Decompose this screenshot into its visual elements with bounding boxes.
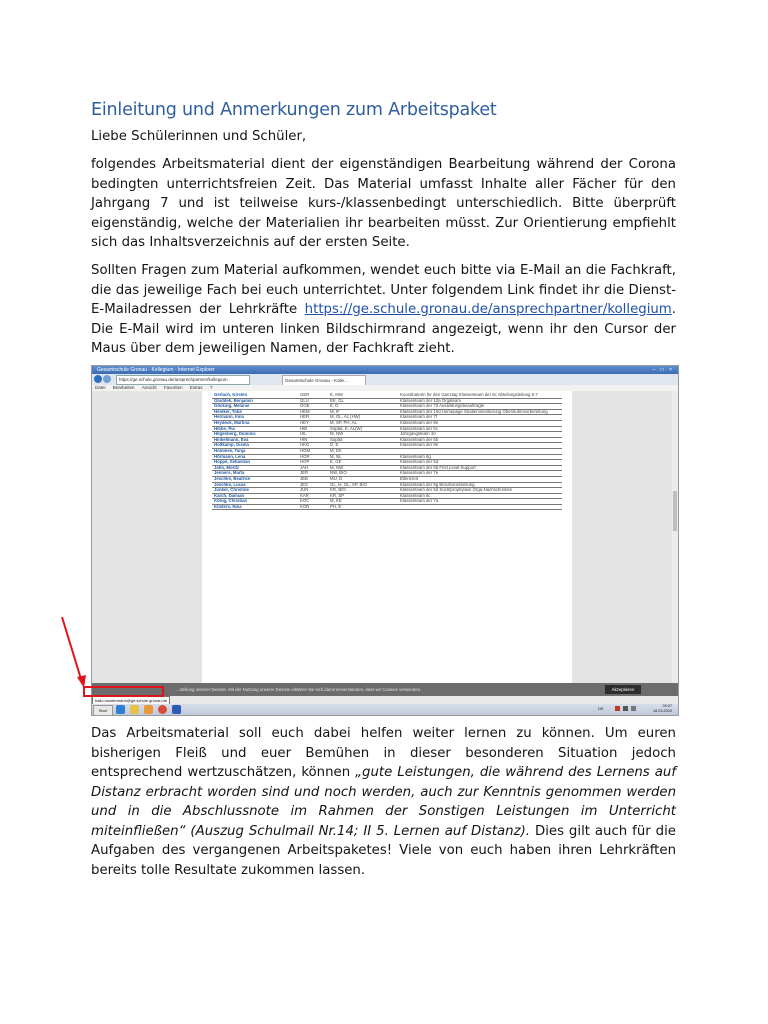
contact-text-end: . Die E-Mail wird im unteren linken Bildschirmrand angezeigt, wenn ihr den Cursor der Maus über dem jeweiligen Namen, der Fachkraft zieht. <box>91 302 676 356</box>
staff-kuerzel: HIL <box>298 432 328 438</box>
staff-funktion: Klassenteam der 8e <box>398 443 562 449</box>
kollegium-link[interactable]: https://ge.schule.gronau.de/ansprechpartner/kollegium <box>304 302 672 317</box>
staff-name: Küsters, Nina <box>212 504 298 510</box>
accept-cookies-button: Akzeptieren <box>605 685 641 694</box>
status-email-display: hallo.mustermann@ge.schule.gronau.de <box>92 696 170 705</box>
staff-kuerzel: HEM <box>298 409 328 415</box>
staff-kuerzel: HER <box>298 415 328 421</box>
staff-kuerzel: HOP <box>298 460 328 466</box>
closing-text-end: Dies gilt auch für die Aufgaben des vergangenen Arbeitspaketes! Viele von euch haben ihren Lehrkräften bereits tolle Resultate zukommen lassen. <box>91 823 676 878</box>
staff-funktion: Koordinatorin für den Ganztag Klassenteam der 6c Abteilungsleitung 5-7 <box>398 393 562 398</box>
staff-kuerzel: KOC <box>298 499 328 505</box>
staff-faecher: PH, E <box>328 504 398 510</box>
staff-kuerzel: GLU <box>298 398 328 404</box>
staff-name: Göcking, Melanie <box>212 404 298 410</box>
staff-funktion: Klassenteam der 9g Berufsorientierung <box>398 482 562 488</box>
staff-kuerzel: HEY <box>298 420 328 426</box>
staff-kuerzel: JUN <box>298 488 328 494</box>
staff-kuerzel: JER <box>298 471 328 477</box>
cookie-text: ...stellung unserer Dienste. Mit der Nutzung unserer Dienste erklären Sie sich damit einverstanden, dass wir Cookies verwenden. <box>176 687 422 692</box>
staff-name: Heydeck, Martina <box>212 420 298 426</box>
menu-item: Bearbeiten <box>112 385 135 390</box>
staff-faecher: EK, GL <box>328 398 398 404</box>
menu-item: Datei <box>95 385 106 390</box>
staff-faecher: Sopäd <box>328 437 398 443</box>
contact-text-start: Sollten Fragen zum Material aufkommen, wendet euch bitte via E-Mail an die Fachkraft, die das jeweilige Fach bei euch unterrichtet. Unter folgendem Link findet ihr die Dienst-E-Mailadressen der Lehrkräfte <box>91 263 676 317</box>
staff-name: Gluddek, Benjamin <box>212 398 298 404</box>
staff-funktion: Klassenteam der 10d Homepage Studienorientierung Oberstufenvorbereitung <box>398 409 562 415</box>
staff-kuerzel: HOR <box>298 454 328 460</box>
greeting: Liebe Schülerinnen und Schüler, <box>91 129 307 144</box>
clock-time: 09:07 <box>662 704 672 708</box>
staff-kuerzel: HKG <box>298 443 328 449</box>
staff-kuerzel: JES <box>298 482 328 488</box>
staff-funktion: Klassenteam der 7d Ausbildungsbeauftragte <box>398 404 562 410</box>
document-title: Einleitung und Anmerkungen zum Arbeitspaket <box>91 100 497 120</box>
menu-item: ? <box>209 385 213 390</box>
start-button: Start <box>93 705 113 716</box>
browser-tab: Gesamtschule Gronau - Kolle... <box>282 375 366 386</box>
staff-name: Gerlach, Kirsten <box>212 393 298 398</box>
staff-funktion: Klassenteam 9g <box>398 454 562 460</box>
staff-kuerzel: JAH <box>298 465 328 471</box>
staff-kuerzel: GOE <box>298 404 328 410</box>
window-controls-icon: – □ × <box>652 367 674 373</box>
staff-funktion: Klassenteam der 7f <box>398 415 562 421</box>
staff-funktion: Elternzeit <box>398 476 562 482</box>
staff-name: Jeschke, Lucas <box>212 482 298 488</box>
tray-language: DE <box>598 706 604 711</box>
staff-name: Holtkamp, Gisela <box>212 443 298 449</box>
staff-funktion: Klassenteam der 8e <box>398 420 562 426</box>
staff-name: Hermann, Inna <box>212 415 298 421</box>
staff-kuerzel: KON <box>298 504 328 510</box>
staff-kuerzel: KAR <box>298 493 328 499</box>
staff-funktion: Klassenteam 6c <box>398 493 562 499</box>
staff-name: Hommes, Tanja <box>212 448 298 454</box>
staff-funktion: Klassenteam der 6b First Level-Support <box>398 465 562 471</box>
staff-faecher: GL, kr, GL, SP, BIO <box>328 482 398 488</box>
arrow-shaft <box>62 617 81 679</box>
staff-faecher: E, D <box>328 404 398 410</box>
staff-name: Jeschke, Beatrice <box>212 476 298 482</box>
staff-name: Hibbe, Pia <box>212 426 298 432</box>
staff-funktion: Klassenteam der 10a Orgateam <box>398 398 562 404</box>
staff-funktion: Klassenteam der 5d <box>398 460 562 466</box>
staff-faecher: KR, SP <box>328 493 398 499</box>
staff-name: Karch, Damian <box>212 493 298 499</box>
staff-kuerzel: HIB <box>298 426 328 432</box>
closing-text-start: Das Arbeitsmaterial soll euch dabei helfen weiter lernen zu können. Um euren bisherigen Fleiß und euer Bemühen in dieser besonderen Situation jedoch entsprechend wertzuschätzen, können <box>91 726 676 780</box>
staff-kuerzel: HIN <box>298 437 328 443</box>
closing-paragraph <box>91 724 676 880</box>
schulmail-quote: „gute Leistungen, die während des Lernens auf Distanz erbracht worden sind und noch werden, auch zur Kenntnis genommen werden und in die Abschlussnote im Rahmen der Sonstigen Leistungen im Unterricht miteinfließen“ (Auszug Schulmail Nr.14; II 5. Lernen auf Distanz). <box>91 765 676 839</box>
staff-faecher: M, EK <box>328 448 398 454</box>
staff-faecher: NW, BIO <box>328 471 398 477</box>
staff-funktion: Klassenteam der 7e <box>398 471 562 477</box>
staff-name: Hörmann, Lena <box>212 454 298 460</box>
clock-date: 16.03.2020 <box>652 709 672 713</box>
staff-faecher: M, IF <box>328 409 398 415</box>
staff-faecher: M, NW <box>328 465 398 471</box>
staff-name: Jahn, Moritz <box>212 465 298 471</box>
staff-kuerzel: JEB <box>298 476 328 482</box>
staff-faecher: MU, D <box>328 476 398 482</box>
staff-name: Hoppe, Sebastian <box>212 460 298 466</box>
staff-faecher: M, SP, PH, AL <box>328 420 398 426</box>
staff-faecher: M, NW <box>328 432 398 438</box>
staff-faecher: KR, BIO <box>328 488 398 494</box>
staff-faecher: D, E <box>328 443 398 449</box>
intro-paragraph: folgendes Arbeitsmaterial dient der eigenständigen Bearbeitung während der Corona bedingten unterrichtsfreien Zeit. Das Material umfasst Inhalte aller Fächer für den Jahrgang 7 und ist teilweise kurs-/klassenbedingt unterschiedlich. Bitte überprüft eigenständig, welche der Materialien ihr bearbeiten müsst. Zur Orientierung empfiehlt sich das Inhaltsverzeichnis auf der ersten Seite. <box>91 157 676 250</box>
staff-name: Jenners, Marta <box>212 471 298 477</box>
staff-name: König, Christian <box>212 499 298 505</box>
ie-window-title: Gesamtschule Gronau - Kollegium - Internet Explorer <box>97 367 215 373</box>
staff-faecher: M, KE <box>328 499 398 505</box>
address-field: https://ge.schule.gronau.de/ansprechpartner/kollegium <box>116 375 250 385</box>
staff-faecher: E, GE <box>328 460 398 466</box>
menu-item: Ansicht <box>141 385 157 390</box>
staff-funktion: Klassenteam der 7a <box>398 499 562 505</box>
menu-item: Favoriten <box>163 385 183 390</box>
staff-name: Hemker, Tobe <box>212 409 298 415</box>
staff-faecher: M, NL <box>328 454 398 460</box>
menu-item: Extras <box>189 385 203 390</box>
staff-faecher: M, GL, AL (HW) <box>328 415 398 421</box>
staff-name: Hilgenberg, Dominic <box>212 432 298 438</box>
email-highlight-box <box>83 686 164 697</box>
staff-faecher: Sopäd, E, AL(W) <box>328 426 398 432</box>
staff-funktion: Klassenteam der 6d Suchtprophylaxe Orga-Nachschreiben <box>398 488 562 494</box>
staff-name: Hinkelmann, Eva <box>212 437 298 443</box>
staff-funktion: Klassenteam der 5c <box>398 426 562 432</box>
staff-faecher: E, MW <box>328 393 398 398</box>
staff-funktion: Jahrgangsteam 10 <box>398 432 562 438</box>
staff-funktion: Klassenteam der 6b <box>398 437 562 443</box>
staff-kuerzel: HOM <box>298 448 328 454</box>
staff-kuerzel: GER <box>298 393 328 398</box>
staff-name: Junker, Christine <box>212 488 298 494</box>
